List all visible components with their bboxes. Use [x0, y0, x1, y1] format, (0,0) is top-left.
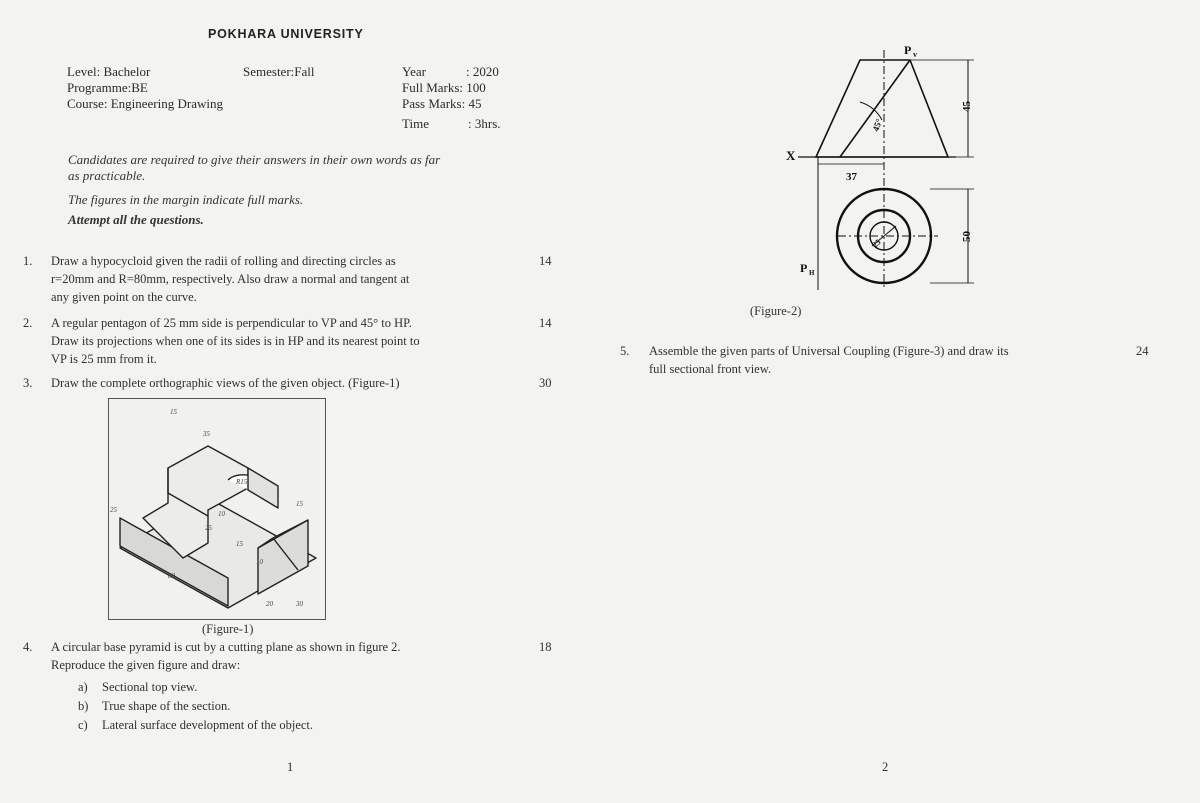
- fig1-dim-r15: R15: [236, 478, 248, 486]
- fig1-dim-20: 20: [266, 600, 273, 608]
- university-title: POKHARA UNIVERSITY: [208, 27, 364, 41]
- pass-marks: Pass Marks: 45: [402, 96, 482, 111]
- q4-subpart-c-label: c): [78, 718, 88, 732]
- question-1-marks: 14: [539, 254, 552, 268]
- question-5-marks: 24: [1136, 344, 1149, 358]
- level-label: Level: Bachelor: [67, 64, 151, 79]
- fig2-label-ph: P: [800, 261, 808, 275]
- instruction-line-2: as practicable.: [68, 168, 146, 183]
- fig2-dim-50: 50: [961, 231, 973, 242]
- time-label: Time: [402, 116, 429, 131]
- figure-1-isometric-drawing: [108, 398, 326, 620]
- question-2-number: 2.: [23, 316, 33, 330]
- instruction-line-3: The figures in the margin indicate full marks.: [68, 192, 304, 207]
- time-value: : 3hrs.: [468, 116, 501, 131]
- question-1-number: 1.: [23, 254, 33, 268]
- fig1-dim-80: 80: [168, 572, 175, 580]
- page-number-left: 1: [287, 760, 294, 774]
- question-4-text: A circular base pyramid is cut by a cutting plane as shown in figure 2. Reproduce the given figure and draw:: [51, 640, 401, 672]
- fig1-dim-15-mid: 15: [236, 540, 243, 548]
- question-4-marks: 18: [539, 640, 552, 654]
- question-3-text: Draw the complete orthographic views of the given object. (Figure-1): [51, 376, 400, 390]
- fig2-dim-angle: 45°: [870, 117, 885, 133]
- question-4-number: 4.: [23, 640, 33, 654]
- fig1-dim-10-b: 10: [256, 558, 263, 566]
- fig1-dim-25-left: 25: [110, 506, 117, 514]
- fig2-label-pv: P: [904, 43, 912, 57]
- question-3-number: 3.: [23, 376, 33, 390]
- question-1-text: Draw a hypocycloid given the radii of rolling and directing circles as r=20mm and R=80mm, respectively. Also draw a normal and tangent at any given point on the curve.: [51, 254, 410, 304]
- fig2-label-pv-sub: v: [913, 50, 917, 59]
- q4-subpart-a-label: a): [78, 680, 88, 694]
- full-marks: Full Marks: 100: [402, 80, 486, 95]
- page-number-right: 2: [882, 760, 889, 774]
- q4-subpart-b-label: b): [78, 699, 89, 713]
- question-2-marks: 14: [539, 316, 552, 330]
- year-value: : 2020: [466, 64, 499, 79]
- year-label: Year: [402, 64, 426, 79]
- question-3-marks: 30: [539, 376, 552, 390]
- fig2-dim-37: 37: [846, 171, 857, 183]
- fig1-dim-15-right: 15: [296, 500, 303, 508]
- semester-label: Semester:Fall: [243, 64, 315, 79]
- figure-2-caption: (Figure-2): [750, 304, 802, 318]
- q4-subpart-b-text: True shape of the section.: [102, 699, 231, 713]
- fig1-dim-15-top: 15: [170, 408, 177, 416]
- figure-1-caption: (Figure-1): [202, 622, 254, 636]
- q4-subpart-c-text: Lateral surface development of the object.: [102, 718, 314, 732]
- fig1-dim-10-a: 10: [218, 510, 225, 518]
- fig1-dim-25-mid: 25: [205, 524, 212, 532]
- question-2-text: A regular pentagon of 25 mm side is perpendicular to VP and 45° to HP. Draw its projections when one of its sides is in HP and its nearest point to VP is 25 mm from it.: [51, 316, 420, 366]
- fig2-label-ph-sub: H: [809, 269, 815, 277]
- fig1-dim-35: 35: [203, 430, 210, 438]
- fig1-dim-30: 30: [296, 600, 303, 608]
- course-label: Course: Engineering Drawing: [67, 96, 223, 111]
- instruction-line-1: Candidates are required to give their answers in their own words as far: [68, 152, 441, 167]
- question-5-number: 5.: [620, 344, 630, 358]
- fig2-dim-inner: 25: [870, 237, 883, 250]
- figure-2-pyramid-drawing: [778, 40, 988, 302]
- instruction-line-4: Attempt all the questions.: [68, 212, 204, 227]
- question-5-text: Assemble the given parts of Universal Coupling (Figure-3) and draw its full sectional front view.: [649, 344, 1009, 376]
- fig2-dim-45: 45: [961, 101, 973, 112]
- q4-subpart-a-text: Sectional top view.: [102, 680, 198, 694]
- programme-label: Programme:BE: [67, 80, 148, 95]
- fig2-label-x: X: [786, 148, 796, 163]
